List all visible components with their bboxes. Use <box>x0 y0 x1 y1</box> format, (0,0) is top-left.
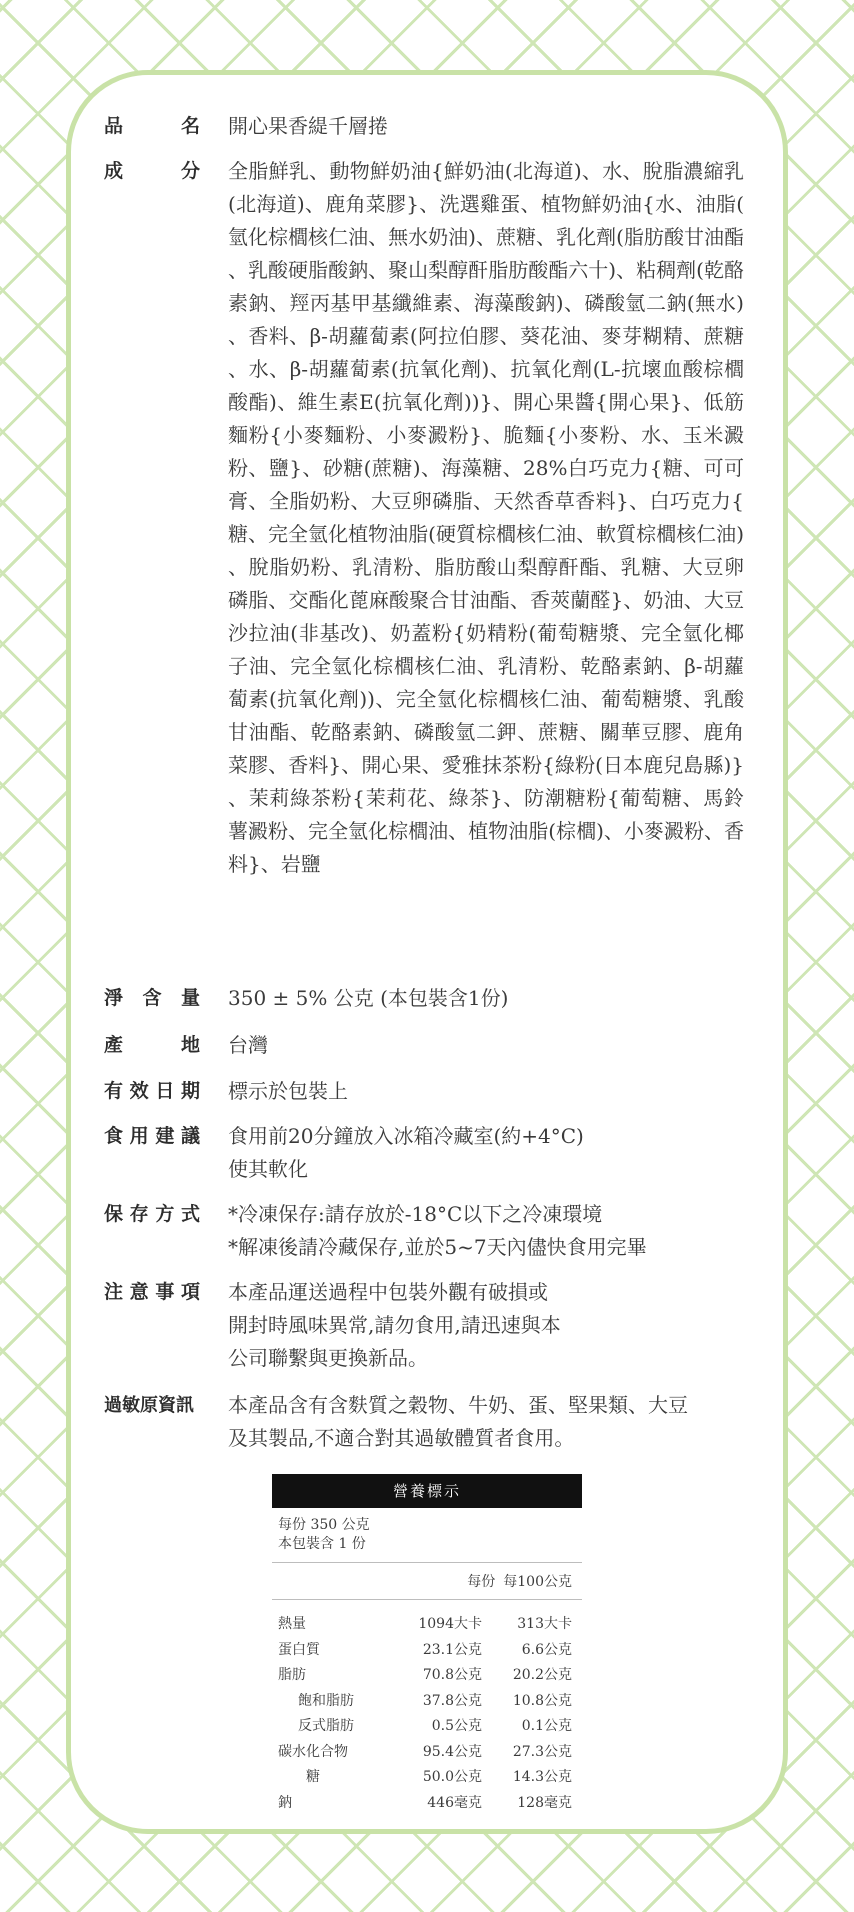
net-weight-value: 350 ± 5% 公克 (本包裝含1份) <box>228 986 509 1010</box>
product-name-label: 品 名 <box>104 115 200 137</box>
ingredients-value: 全脂鮮乳、動物鮮奶油{鮮奶油(北海道)、水、脫脂濃縮乳(北海道)、鹿角菜膠}、洗選雞蛋、植物鮮奶油{水、油脂(氫化棕櫚核仁油、無水奶油)、蔗糖、乳化劑(脂肪酸甘油酯、乳酸硬脂酸鈉、聚山梨醇酐脂肪酸酯六十)、粘稠劑(乾酪素鈉、羥丙基甲基纖維素、海藻酸鈉)、磷酸氫二鈉(無水)、香料、β-胡蘿蔔素(阿拉伯膠、葵花油、麥芽糊精、蔗糖、水、β-胡蘿蔔素(抗氧化劑)、抗氧化劑(L-抗壞血酸棕櫚酸酯)、維生素E(抗氧化劑))}、開心果醬{開心果}、低筋麵粉{小麥麵粉、小麥澱粉}、脆麵{小麥粉、水、玉米澱粉、鹽}、砂糖(蔗糖)、海藻糖、28%白巧克力{糖、可可膏、全脂奶粉、大豆卵磷脂、天然香草香料}、白巧克力{糖、完全氫化植物油脂(硬質棕櫚核仁油、軟質棕櫚核仁油)、脫脂奶粉、乳清粉、脂肪酸山梨醇酐酯、乳糖、大豆卵磷脂、交酯化蓖麻酸聚合甘油酯、香莢蘭醛}、奶油、大豆沙拉油(非基改)、奶蓋粉{奶精粉(葡萄糖漿、完全氫化椰子油、完全氫化棕櫚核仁油、乳清粉、乾酪素鈉、β-胡蘿蔔素(抗氧化劑))、完全氫化棕櫚核仁油、葡萄糖漿、乳酸甘油酯、乾酪素鈉、磷酸氫二鉀、蔗糖、關華豆膠、鹿角菜膠、香料}、開心果、愛雅抹茶粉{綠粉(日本鹿兒島縣)}、茉莉綠茶粉{茉莉花、綠茶}、防潮糖粉{葡萄糖、馬鈴薯澱粉、完全氫化棕櫚油、植物油脂(棕櫚)、小麥澱粉、香料}、岩鹽 <box>228 159 744 876</box>
expiry-value: 標示於包裝上 <box>228 1079 348 1103</box>
origin-label: 產 地 <box>104 1034 200 1056</box>
nutrition-row: 碳水化合物 95.4公克 27.3公克 <box>278 1743 572 1760</box>
expiry-label: 有效日期 <box>104 1080 200 1102</box>
ingredients-label: 成 分 <box>104 160 200 182</box>
notice-label: 注意事項 <box>104 1281 200 1303</box>
serving-size: 每份 350 公克 <box>278 1517 370 1533</box>
servings-per-package: 本包裝含 1 份 <box>278 1536 366 1552</box>
nutrition-row: 反式脂肪 0.5公克 0.1公克 <box>298 1718 572 1734</box>
suggestion-value: 食用前20分鐘放入冰箱冷藏室(約+4°C) 使其軟化 <box>228 1124 584 1181</box>
allergen-label: 過敏原資訊 <box>104 1395 194 1416</box>
nutrition-body <box>272 1600 582 1816</box>
product-name-value: 開心果香緹千層捲 <box>228 114 388 138</box>
nutrition-row: 熱量 1094大卡 313大卡 <box>278 1616 572 1632</box>
nutrition-title: 營養標示 <box>272 1474 582 1508</box>
nutrition-serving-info <box>272 1508 582 1563</box>
nutrition-header <box>272 1563 582 1600</box>
col-per-100g: 每100公克 <box>503 1574 572 1590</box>
nutrition-table <box>272 1474 582 1816</box>
nutrition-row: 鈉 446毫克 128毫克 <box>278 1794 572 1811</box>
net-weight-label: 淨含量 <box>104 987 200 1009</box>
nutrition-row: 糖 50.0公克 14.3公克 <box>306 1769 572 1785</box>
suggestion-label: 食用建議 <box>104 1125 200 1147</box>
notice-value: 本產品運送過程中包裝外觀有破損或 開封時風味異常,請勿食用,請迅速與本 公司聯繫與更換新品。 <box>228 1280 561 1370</box>
origin-value: 台灣 <box>228 1033 268 1057</box>
allergen-value: 本產品含有含麩質之穀物、牛奶、蛋、堅果類、大豆 及其製品,不適合對其過敏體質者食用。 <box>228 1393 688 1450</box>
nutrition-row: 蛋白質 23.1公克 6.6公克 <box>278 1641 572 1658</box>
nutrition-row: 脂肪 70.8公克 20.2公克 <box>278 1667 572 1683</box>
col-per-serving: 每份 <box>467 1574 496 1590</box>
storage-value: *冷凍保存:請存放於-18°C以下之冷凍環境 *解凍後請冷藏保存,並於5~7天內儘快食用完畢 <box>228 1202 647 1259</box>
storage-label: 保存方式 <box>104 1203 200 1225</box>
nutrition-row: 飽和脂肪 37.8公克 10.8公克 <box>298 1692 572 1709</box>
